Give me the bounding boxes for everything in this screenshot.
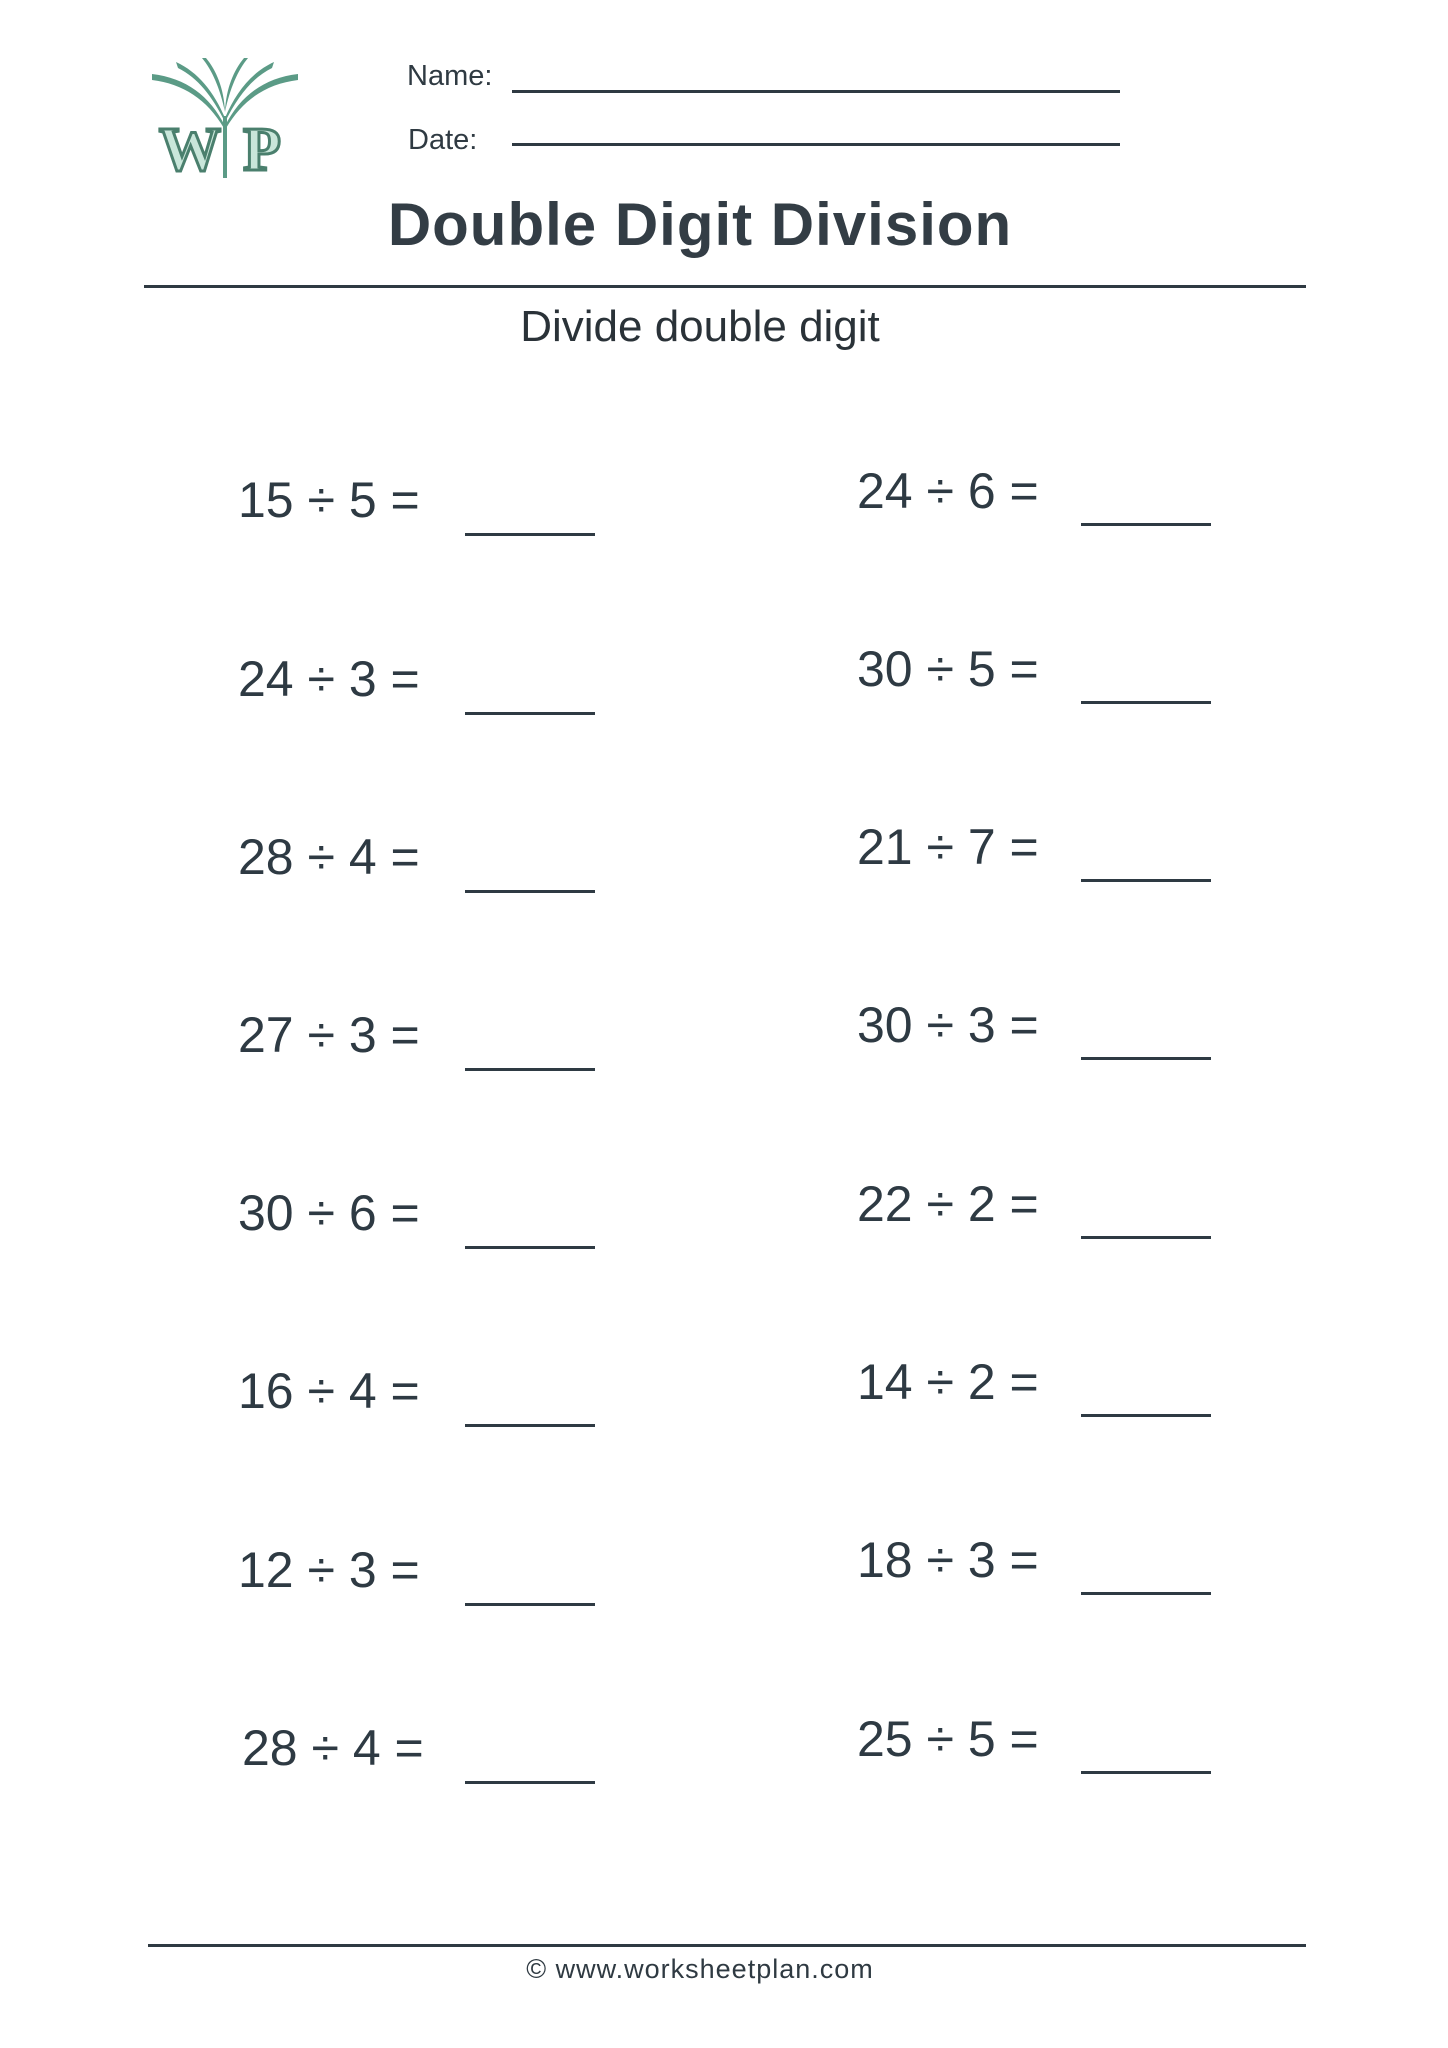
date-label: Date: bbox=[408, 124, 478, 156]
answer-field[interactable] bbox=[1081, 1414, 1211, 1417]
footer-copyright: © www.worksheetplan.com bbox=[526, 1954, 874, 1984]
problem: 18 ÷ 3 = bbox=[857, 1532, 1039, 1588]
page-title: Double Digit Division bbox=[387, 191, 1013, 258]
answer-field[interactable] bbox=[1081, 1771, 1211, 1774]
answer-field[interactable] bbox=[1081, 523, 1211, 526]
page-subtitle: Divide double digit bbox=[520, 302, 880, 351]
answer-field[interactable] bbox=[1081, 1057, 1211, 1060]
answer-field[interactable] bbox=[465, 1068, 595, 1071]
answer-field[interactable] bbox=[1081, 879, 1211, 882]
worksheetplan-logo bbox=[148, 56, 302, 180]
problem: 28 ÷ 4 = bbox=[238, 829, 420, 885]
problem: 28 ÷ 4 = bbox=[242, 1720, 424, 1776]
problem: 12 ÷ 3 = bbox=[238, 1542, 420, 1598]
answer-field[interactable] bbox=[465, 890, 595, 893]
footer-divider bbox=[148, 1944, 1306, 1947]
answer-field[interactable] bbox=[1081, 701, 1211, 704]
problem: 27 ÷ 3 = bbox=[238, 1007, 420, 1063]
problem: 30 ÷ 5 = bbox=[857, 641, 1039, 697]
problem: 16 ÷ 4 = bbox=[238, 1363, 420, 1419]
answer-field[interactable] bbox=[465, 1603, 595, 1606]
problem: 24 ÷ 3 = bbox=[238, 651, 420, 707]
answer-field[interactable] bbox=[465, 1424, 595, 1427]
problem: 25 ÷ 5 = bbox=[857, 1711, 1039, 1767]
problem: 21 ÷ 7 = bbox=[857, 819, 1039, 875]
svg-text:P: P bbox=[243, 116, 281, 180]
answer-field[interactable] bbox=[465, 1781, 595, 1784]
answer-field[interactable] bbox=[465, 533, 595, 536]
problem: 15 ÷ 5 = bbox=[238, 472, 420, 528]
answer-field[interactable] bbox=[465, 1246, 595, 1249]
svg-text:W: W bbox=[159, 116, 221, 180]
answer-field[interactable] bbox=[1081, 1236, 1211, 1239]
problem: 24 ÷ 6 = bbox=[857, 463, 1039, 519]
problem: 30 ÷ 6 = bbox=[238, 1185, 420, 1241]
problem: 22 ÷ 2 = bbox=[857, 1176, 1039, 1232]
problem: 30 ÷ 3 = bbox=[857, 997, 1039, 1053]
name-label: Name: bbox=[407, 60, 493, 92]
answer-field[interactable] bbox=[465, 712, 595, 715]
problem: 14 ÷ 2 = bbox=[857, 1354, 1039, 1410]
date-field[interactable] bbox=[512, 143, 1120, 146]
name-field[interactable] bbox=[512, 90, 1120, 93]
answer-field[interactable] bbox=[1081, 1592, 1211, 1595]
title-divider bbox=[144, 285, 1306, 288]
